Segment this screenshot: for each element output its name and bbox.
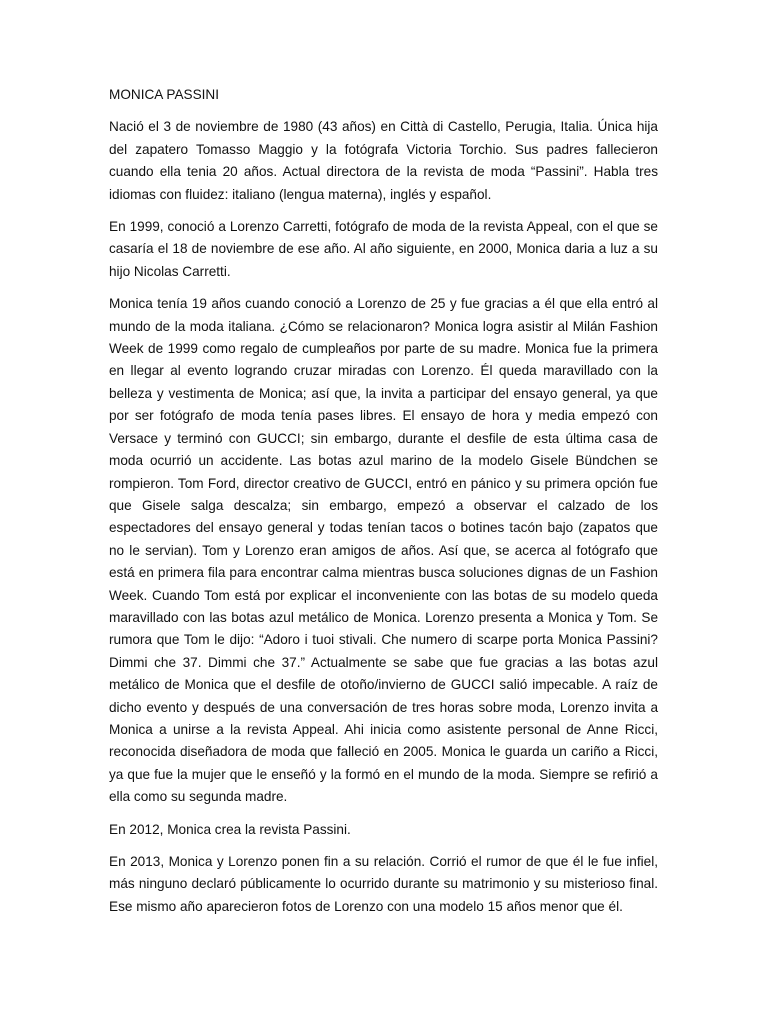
document-title: MONICA PASSINI: [109, 87, 220, 102]
paragraph-fashion-week: Monica tenía 19 años cuando conoció a Lorenzo de 25 y fue gracias a él que ella entró al mundo de la moda italiana. ¿Cómo se relacionaron? Monica logra asistir al Milán Fashion Week de 1999 como regalo de cumpleaños por parte de su madre. Monica fue la primera en llegar al evento logrando cruzar miradas con Lorenzo. Él queda maravillado con la belleza y vestimenta de Monica; así que, la invita a participar del ensayo general, ya que por ser fotógrafo de moda tenía pases libres. El ensayo de hora y media empezó con Versace y terminó con GUCCI; sin embargo, durante el desfile de esta última casa de moda ocurrió un accidente. Las botas azul marino de la modelo Gisele Bündchen se rompieron. Tom Ford, director creativo de GUCCI, entró en pánico y su primera opción fue que Gisele salga descalza; sin embargo, empezó a observar el calzado de los espectadores del ensayo general y todas tenían tacos o botines tacón bajo (zapatos que no le servian). Tom y Lorenzo eran amigos de años. Así que, se acerca al fotógrafo que está en primera fila para encontrar calma mientras busca soluciones dignas de un Fashion Week. Cuando Tom está por explicar el inconveniente con las botas de su modelo queda maravillado con las botas azul metálico de Monica. Lorenzo presenta a Monica y Tom. Se rumora que Tom le dijo: “Adoro i tuoi stivali. Che numero di scarpe porta Monica Passini? Dimmi che 37. Dimmi che 37.” Actualmente se sabe que fue gracias a las botas azul metálico de Monica que el desfile de otoño/invierno de GUCCI salió impecable. A raíz de dicho evento y después de una conversación de tres horas sobre moda, Lorenzo invita a Monica a unirse a la revista Appeal. Ahi inicia como asistente personal de Anne Ricci, reconocida diseñadora de moda que falleció en 2005. Monica le guarda un cariño a Ricci, ya que fue la mujer que le enseñó y la formó en el mundo de la moda. Siempre se refirió a ella como su segunda madre.: [109, 296, 658, 805]
document-page: [109, 84, 658, 928]
paragraph-birth: Nació el 3 de noviembre de 1980 (43 años) en Città di Castello, Perugia, Italia. Única hija del zapatero Tomasso Maggio y la fotógrafa Victoria Torchio. Sus padres fallecieron cuando ella tenia 20 años. Actual directora de la revista de moda “Passini”. Habla tres idiomas con fluidez: italiano (lengua materna), inglés y español.: [109, 119, 658, 202]
paragraph-marriage: En 1999, conoció a Lorenzo Carretti, fotógrafo de moda de la revista Appeal, con el que se casaría el 18 de noviembre de ese año. Al año siguiente, en 2000, Monica daria a luz a su hijo Nicolas Carretti.: [109, 219, 658, 279]
paragraph-separation: En 2013, Monica y Lorenzo ponen fin a su relación. Corrió el rumor de que él le fue infiel, más ninguno declaró públicamente lo ocurrido durante su matrimonio y su misterioso final. Ese mismo año aparecieron fotos de Lorenzo con una modelo 15 años menor que él.: [109, 854, 658, 914]
paragraph-magazine: En 2012, Monica crea la revista Passini.: [109, 821, 351, 837]
